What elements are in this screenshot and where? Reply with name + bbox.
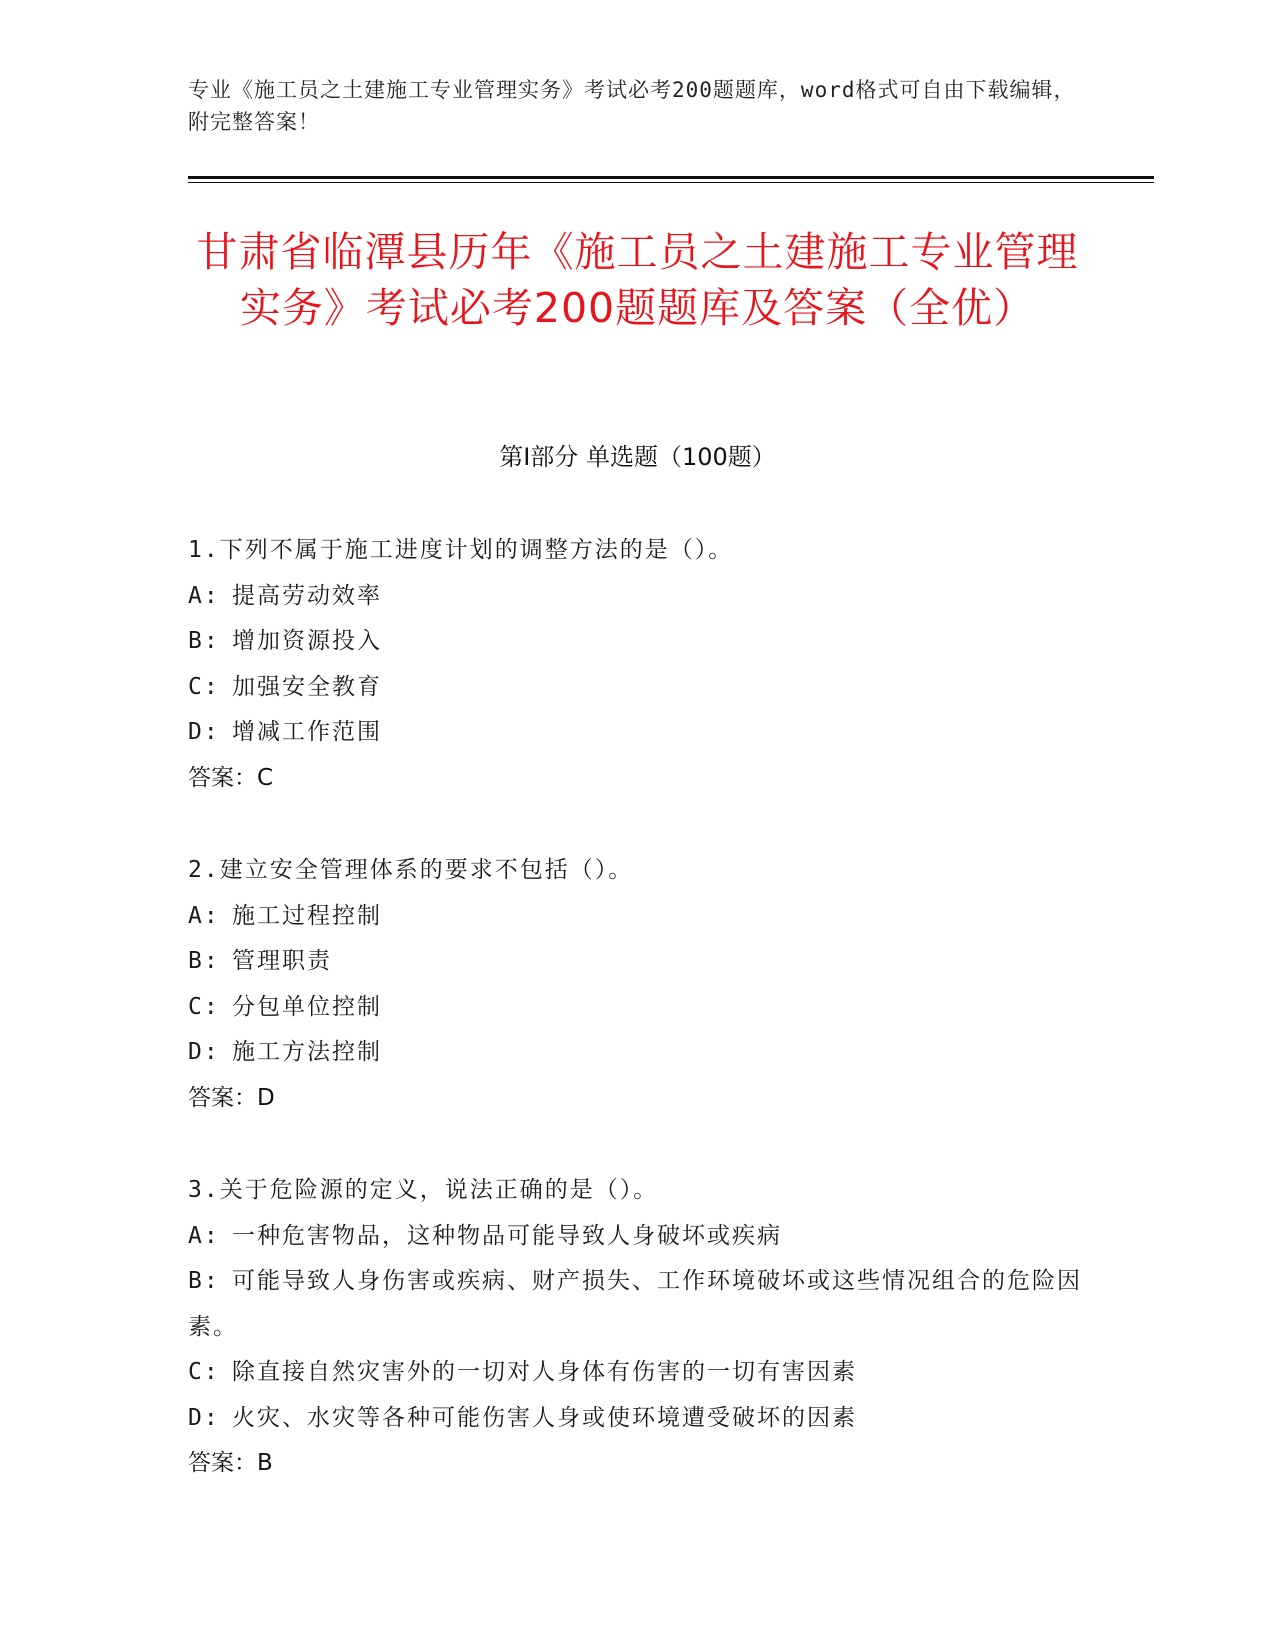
option-text: 施工过程控制 xyxy=(232,902,382,929)
option-text: 施工方法控制 xyxy=(232,1039,382,1065)
question-block xyxy=(188,1168,1088,1487)
option-key: B: xyxy=(188,948,220,974)
question-block xyxy=(188,528,1088,801)
header-divider-thick xyxy=(188,176,1154,179)
option-d xyxy=(188,710,1088,756)
option-d xyxy=(188,1030,1088,1076)
option-key: D: xyxy=(188,719,220,745)
answer-line: 答案：B xyxy=(188,1450,273,1476)
header-note: 专业《施工员之土建施工专业管理实务》考试必考200题题库，word格式可自由下载编辑，附完整答案！ xyxy=(188,78,1076,134)
option-b xyxy=(188,619,1088,665)
option-text: 火灾、水灾等各种可能伤害人身或使环境遭受破坏的因素 xyxy=(232,1404,857,1431)
option-c xyxy=(188,665,1088,711)
answer-line: 答案：D xyxy=(188,1084,275,1111)
option-d xyxy=(188,1396,1088,1442)
question-stem: 3.关于危险源的定义，说法正确的是（）。 xyxy=(188,1177,659,1203)
option-text: 可能导致人身伤害或疾病、财产损失、工作环境破坏或这些情况组合的危险因素。 xyxy=(188,1268,1082,1340)
option-key: C: xyxy=(188,993,220,1020)
option-key: C: xyxy=(188,1359,220,1385)
header-divider-thin xyxy=(188,182,1154,183)
option-key: A: xyxy=(188,902,220,929)
option-key: B: xyxy=(188,628,220,654)
option-b xyxy=(188,939,1088,985)
option-a xyxy=(188,894,1088,940)
option-key: B: xyxy=(188,1268,220,1294)
option-key: D: xyxy=(188,1404,220,1431)
option-a xyxy=(188,574,1088,620)
option-c xyxy=(188,1350,1088,1396)
option-text: 增加资源投入 xyxy=(232,628,382,654)
option-text: 除直接自然灾害外的一切对人身体有伤害的一切有害因素 xyxy=(232,1359,857,1385)
question-stem: 1.下列不属于施工进度计划的调整方法的是（）。 xyxy=(188,537,734,563)
answer-line: 答案：C xyxy=(188,764,274,791)
section-title: 第Ⅰ部分 单选题（100题） xyxy=(499,443,776,471)
question-list xyxy=(188,528,1088,1534)
option-text: 管理职责 xyxy=(232,948,332,974)
option-text: 增减工作范围 xyxy=(232,719,382,745)
question-block xyxy=(188,848,1088,1121)
document-title: 甘肃省临潭县历年《施工员之土建施工专业管理实务》考试必考200题题库及答案（全优） xyxy=(196,228,1079,332)
option-key: A: xyxy=(188,1222,220,1249)
option-c xyxy=(188,985,1088,1031)
option-text: 加强安全教育 xyxy=(232,673,382,700)
option-text: 分包单位控制 xyxy=(232,993,382,1020)
question-stem: 2.建立安全管理体系的要求不包括（）。 xyxy=(188,857,634,883)
option-key: D: xyxy=(188,1039,220,1065)
option-text: 提高劳动效率 xyxy=(232,582,382,609)
option-b xyxy=(188,1259,1088,1350)
option-key: C: xyxy=(188,673,220,700)
option-text: 一种危害物品，这种物品可能导致人身破坏或疾病 xyxy=(232,1222,782,1249)
option-a xyxy=(188,1214,1088,1260)
option-key: A: xyxy=(188,582,220,609)
